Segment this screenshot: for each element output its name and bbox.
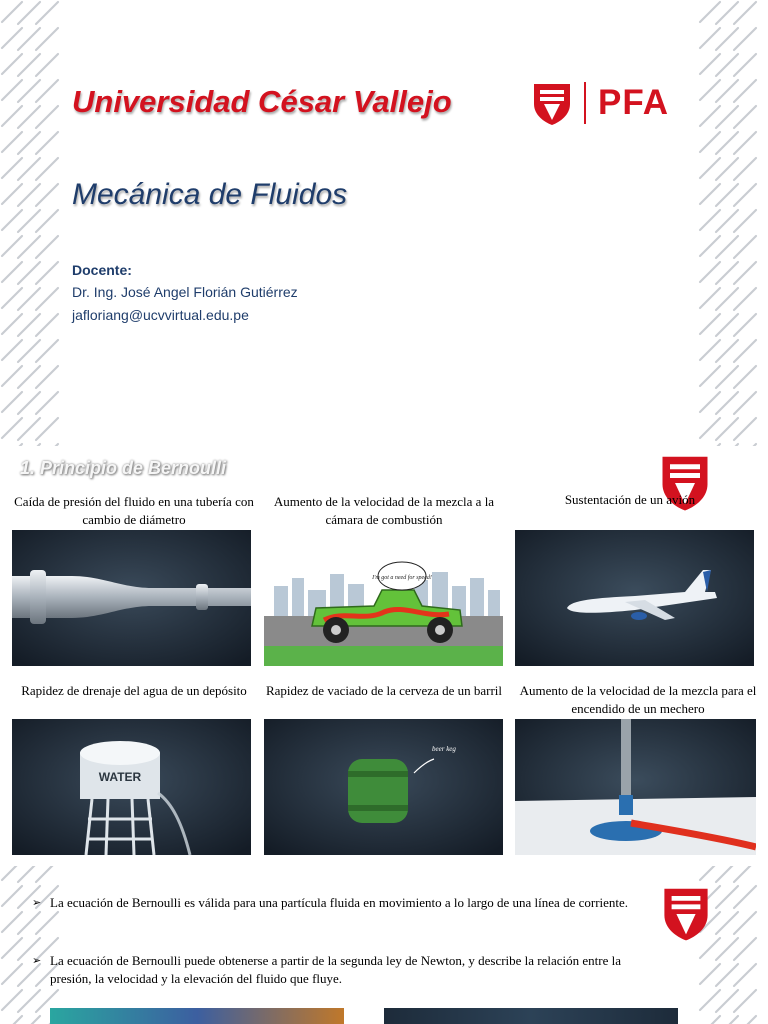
bottom-image-right — [384, 1008, 678, 1024]
course-title: Mecánica de Fluidos — [72, 178, 348, 211]
logo-pfa-text: PFA — [598, 83, 670, 122]
water-tank-label: WATER — [98, 770, 142, 784]
section-title: 1. Principio de Bernoulli — [20, 458, 227, 478]
image-hotrod-car — [264, 530, 503, 666]
image-beer-keg — [264, 719, 503, 855]
keg-label: beer keg — [432, 745, 456, 753]
bullet-item — [32, 952, 662, 988]
caption-car: Aumento de la velocidad de la mezcla a la cámara de combustión — [273, 494, 495, 527]
image-airplane — [515, 530, 754, 666]
title-slide — [0, 0, 768, 440]
bullet-text: La ecuación de Bernoulli puede obtenerse a partir de la segunda ley de Newton, y describe la relación entre la presión, la velocidad y la elevación del fluido que fluye. — [50, 953, 622, 986]
caption-plane: Sustentación de un avión — [564, 492, 696, 507]
bernoulli-examples-slide — [0, 446, 768, 866]
image-bunsen-burner — [515, 719, 756, 855]
image-pipe — [12, 530, 251, 666]
caption-pipe: Caída de presión del fluido en una tubería con cambio de diámetro — [14, 494, 254, 527]
teacher-name: Dr. Ing. José Angel Florián Gutiérrez — [72, 284, 298, 300]
bullet-text: La ecuación de Bernoulli es válida para una partícula fluida en movimiento a lo largo de una línea de corriente. — [50, 895, 629, 910]
speech-bubble-text: I'm got a need for speed! — [372, 575, 432, 581]
university-title: Universidad César Vallejo — [72, 84, 452, 119]
image-water-tower — [12, 719, 251, 855]
caption-burner: Aumento de la velocidad de la mezcla para el encendido de un mechero — [519, 683, 757, 716]
caption-water-tower: Rapidez de drenaje del agua de un depósito — [21, 683, 247, 698]
ucv-shield-icon — [662, 886, 710, 942]
caption-beer-keg: Rapidez de vaciado de la cerveza de un barril — [265, 683, 503, 698]
bottom-image-left — [50, 1008, 344, 1024]
ucv-shield-icon — [532, 82, 572, 126]
arrow-bullet-icon: ➢ — [32, 897, 42, 909]
bernoulli-notes-slide — [0, 872, 768, 1024]
logo-separator — [584, 82, 586, 124]
arrow-bullet-icon: ➢ — [32, 955, 42, 967]
teacher-label: Docente: — [72, 262, 132, 278]
ucv-logo — [532, 82, 682, 126]
bullet-item — [32, 894, 662, 912]
teacher-email: jafloriang@ucvvirtual.edu.pe — [72, 307, 249, 323]
